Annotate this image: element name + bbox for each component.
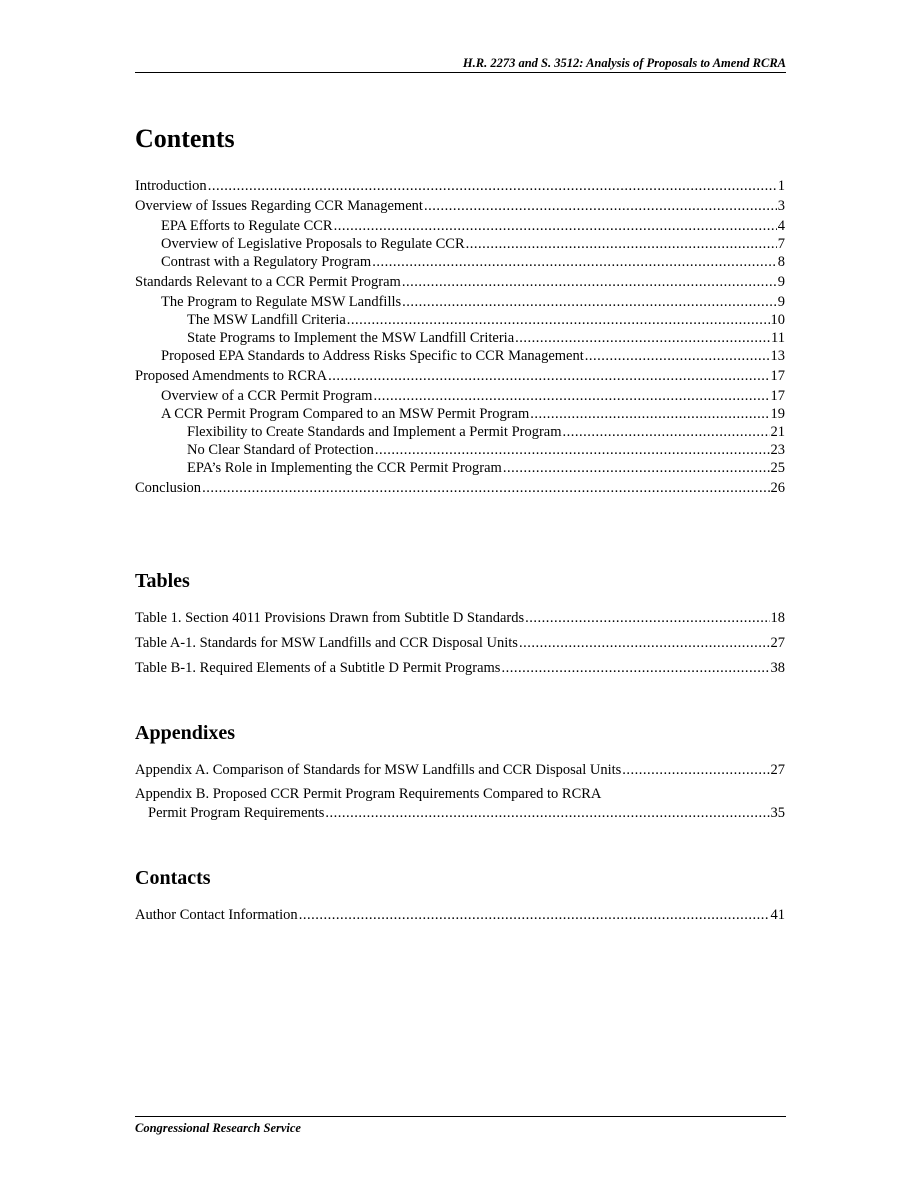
toc-entry-proposed-epa-standards[interactable]: Proposed EPA Standards to Address Risks Specific to CCR Management ..... 13: [135, 347, 785, 365]
toc-entry-epa-efforts[interactable]: EPA Efforts to Regulate CCR ..... 4: [135, 217, 785, 235]
toc-entry-ccr-vs-msw[interactable]: A CCR Permit Program Compared to an MSW Permit Program ..... 19: [135, 405, 785, 423]
toc-entry-conclusion[interactable]: Conclusion ..... 26: [135, 479, 785, 497]
toc-entry-introduction[interactable]: Introduction ..... 1: [135, 177, 785, 195]
contents-title: Contents: [135, 124, 235, 153]
toc-entry-standards-relevant[interactable]: Standards Relevant to a CCR Permit Program ..... 9: [135, 273, 785, 291]
appendix-b-line2: Permit Program Requirements ..... 35: [135, 804, 785, 822]
toc-entry-msw-criteria[interactable]: The MSW Landfill Criteria ..... 10: [135, 311, 785, 329]
footer-rule: [135, 1116, 786, 1117]
toc-entry-no-clear-standard[interactable]: No Clear Standard of Protection ..... 23: [135, 441, 785, 459]
toc-entry-ccr-permit-overview[interactable]: Overview of a CCR Permit Program ..... 17: [135, 387, 785, 405]
toc-entry-appendix-a[interactable]: Appendix A. Comparison of Standards for MSW Landfills and CCR Disposal Units ..... 27: [135, 761, 785, 779]
toc-entry-msw-program[interactable]: The Program to Regulate MSW Landfills ..... 9: [135, 293, 785, 311]
running-header: H.R. 2273 and S. 3512: Analysis of Proposals to Amend RCRA: [462, 56, 786, 70]
toc-entry-regulatory-program[interactable]: Contrast with a Regulatory Program ..... 8: [135, 253, 785, 271]
toc-entry-state-programs[interactable]: State Programs to Implement the MSW Landfill Criteria ..... 11: [135, 329, 785, 347]
toc-entry-appendix-b[interactable]: [135, 785, 785, 822]
appendixes-title: Appendixes: [135, 722, 236, 744]
toc-entry-author-contact[interactable]: Author Contact Information ..... 41: [135, 906, 785, 924]
contacts-title: Contacts: [135, 867, 211, 889]
toc-entry-epa-role[interactable]: EPA’s Role in Implementing the CCR Permit Program ..... 25: [135, 459, 785, 477]
contacts-list: [135, 906, 785, 924]
appendix-b-line1: Appendix B. Proposed CCR Permit Program Requirements Compared to RCRA: [135, 786, 602, 802]
toc-entry-flexibility[interactable]: Flexibility to Create Standards and Implement a Permit Program ..... 21: [135, 423, 785, 441]
tables-title: Tables: [135, 570, 190, 592]
appendixes-list: [135, 761, 785, 822]
toc-entry-legislative-proposals[interactable]: Overview of Legislative Proposals to Regulate CCR ..... 7: [135, 235, 785, 253]
tables-list: [135, 609, 785, 677]
toc-entry-proposed-amendments[interactable]: Proposed Amendments to RCRA ..... 17: [135, 367, 785, 385]
footer-text: Congressional Research Service: [135, 1121, 301, 1135]
header-rule: [135, 72, 786, 73]
toc-entry-table-b1[interactable]: Table B-1. Required Elements of a Subtitle D Permit Programs ..... 38: [135, 659, 785, 677]
toc-entry-table-a1[interactable]: Table A-1. Standards for MSW Landfills and CCR Disposal Units ..... 27: [135, 634, 785, 652]
contents-list: [135, 177, 785, 497]
toc-entry-table-1[interactable]: Table 1. Section 4011 Provisions Drawn from Subtitle D Standards ..... 18: [135, 609, 785, 627]
toc-entry-overview-issues[interactable]: Overview of Issues Regarding CCR Management ..... 3: [135, 197, 785, 215]
